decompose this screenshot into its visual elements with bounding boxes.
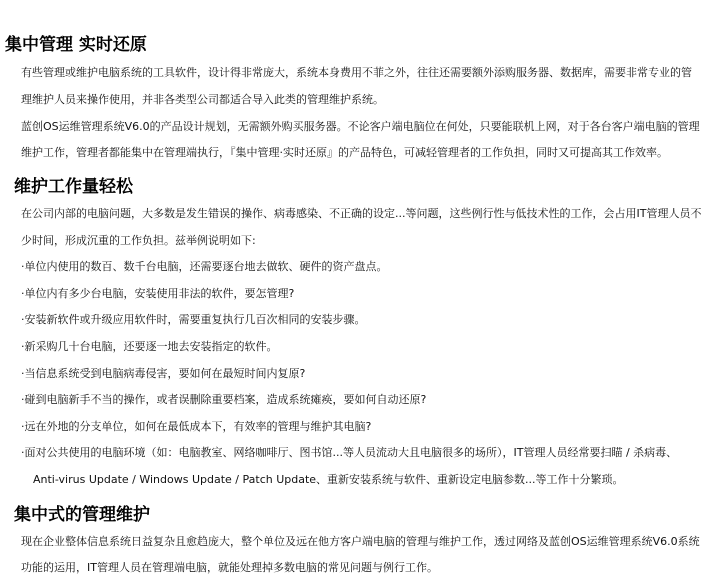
bullet-item: ·远在外地的分支单位，如何在最低成本下，有效率的管理与维护其电脑? (21, 420, 372, 433)
paragraph-line: 在公司内部的电脑问题，大多数是发生错误的操作、病毒感染、不正确的设定...等问题，这些例行性与低技术性的工作，会占用IT管理人员不 (21, 207, 702, 220)
paragraph-line: 现在企业整体信息系统日益复杂且愈趋庞大，整个单位及远在他方客户端电脑的管理与维护工作，透过网络及蓝创OS运维管理系统V6.0系统 (21, 535, 700, 548)
paragraph-line: 蓝创OS运维管理系统V6.0的产品设计规划，无需额外购买服务器。不论客户端电脑位在何处，只要能联机上网，对于各台客户端电脑的管理 (21, 120, 700, 133)
paragraph-line: 有些管理或维护电脑系统的工具软件，设计得非常庞大，系统本身费用不菲之外，往往还需要额外添购服务器、数据库，需要非常专业的管 (21, 66, 692, 79)
section-title-maintenance-workload: 维护工作量轻松 (14, 177, 133, 197)
bullet-item: ·新采购几十台电脑，还要逐一地去安装指定的软件。 (21, 340, 278, 353)
bullet-item: ·当信息系统受到电脑病毒侵害，要如何在最短时间内复原? (21, 367, 306, 380)
section-title-centralized-maintenance: 集中式的管理维护 (14, 505, 150, 525)
paragraph-line: 功能的运用，IT管理人员在管理端电脑，就能处理掉多数电脑的常见问题与例行工作。 (21, 561, 438, 574)
bullet-item: ·面对公共使用的电脑环境（如：电脑教室、网络咖啡厅、图书馆...等人员流动大且电脑很多的场所），IT管理人员经常要扫瞄 / 杀病毒、 (21, 446, 678, 459)
bullet-item: ·单位内使用的数百、数千台电脑，还需要逐台地去做软、硬件的资产盘点。 (21, 260, 388, 273)
section-title-centralized-management: 集中管理 实时还原 (5, 35, 147, 55)
paragraph-line: 少时间，形成沉重的工作负担。兹举例说明如下: (21, 234, 256, 247)
bullet-item-continuation: Anti-virus Update / Windows Update / Patch Update、重新安装系统与软件、重新设定电脑参数...等工作十分繁琐。 (33, 473, 624, 486)
bullet-item: ·安装新软件或升级应用软件时，需要重复执行几百次相同的安装步骤。 (21, 313, 366, 326)
bullet-item: ·碰到电脑新手不当的操作，或者误删除重要档案，造成系统瘫痪，要如何自动还原? (21, 393, 427, 406)
bullet-item: ·单位内有多少台电脑，安装使用非法的软件，要怎管理? (21, 287, 295, 300)
paragraph-line: 理维护人员来操作使用，并非各类型公司都适合导入此类的管理维护系统。 (21, 93, 384, 106)
paragraph-line: 维护工作，管理者都能集中在管理端执行，『集中管理·实时还原』的产品特色，可减轻管理者的工作负担，同时又可提高其工作效率。 (21, 146, 668, 159)
